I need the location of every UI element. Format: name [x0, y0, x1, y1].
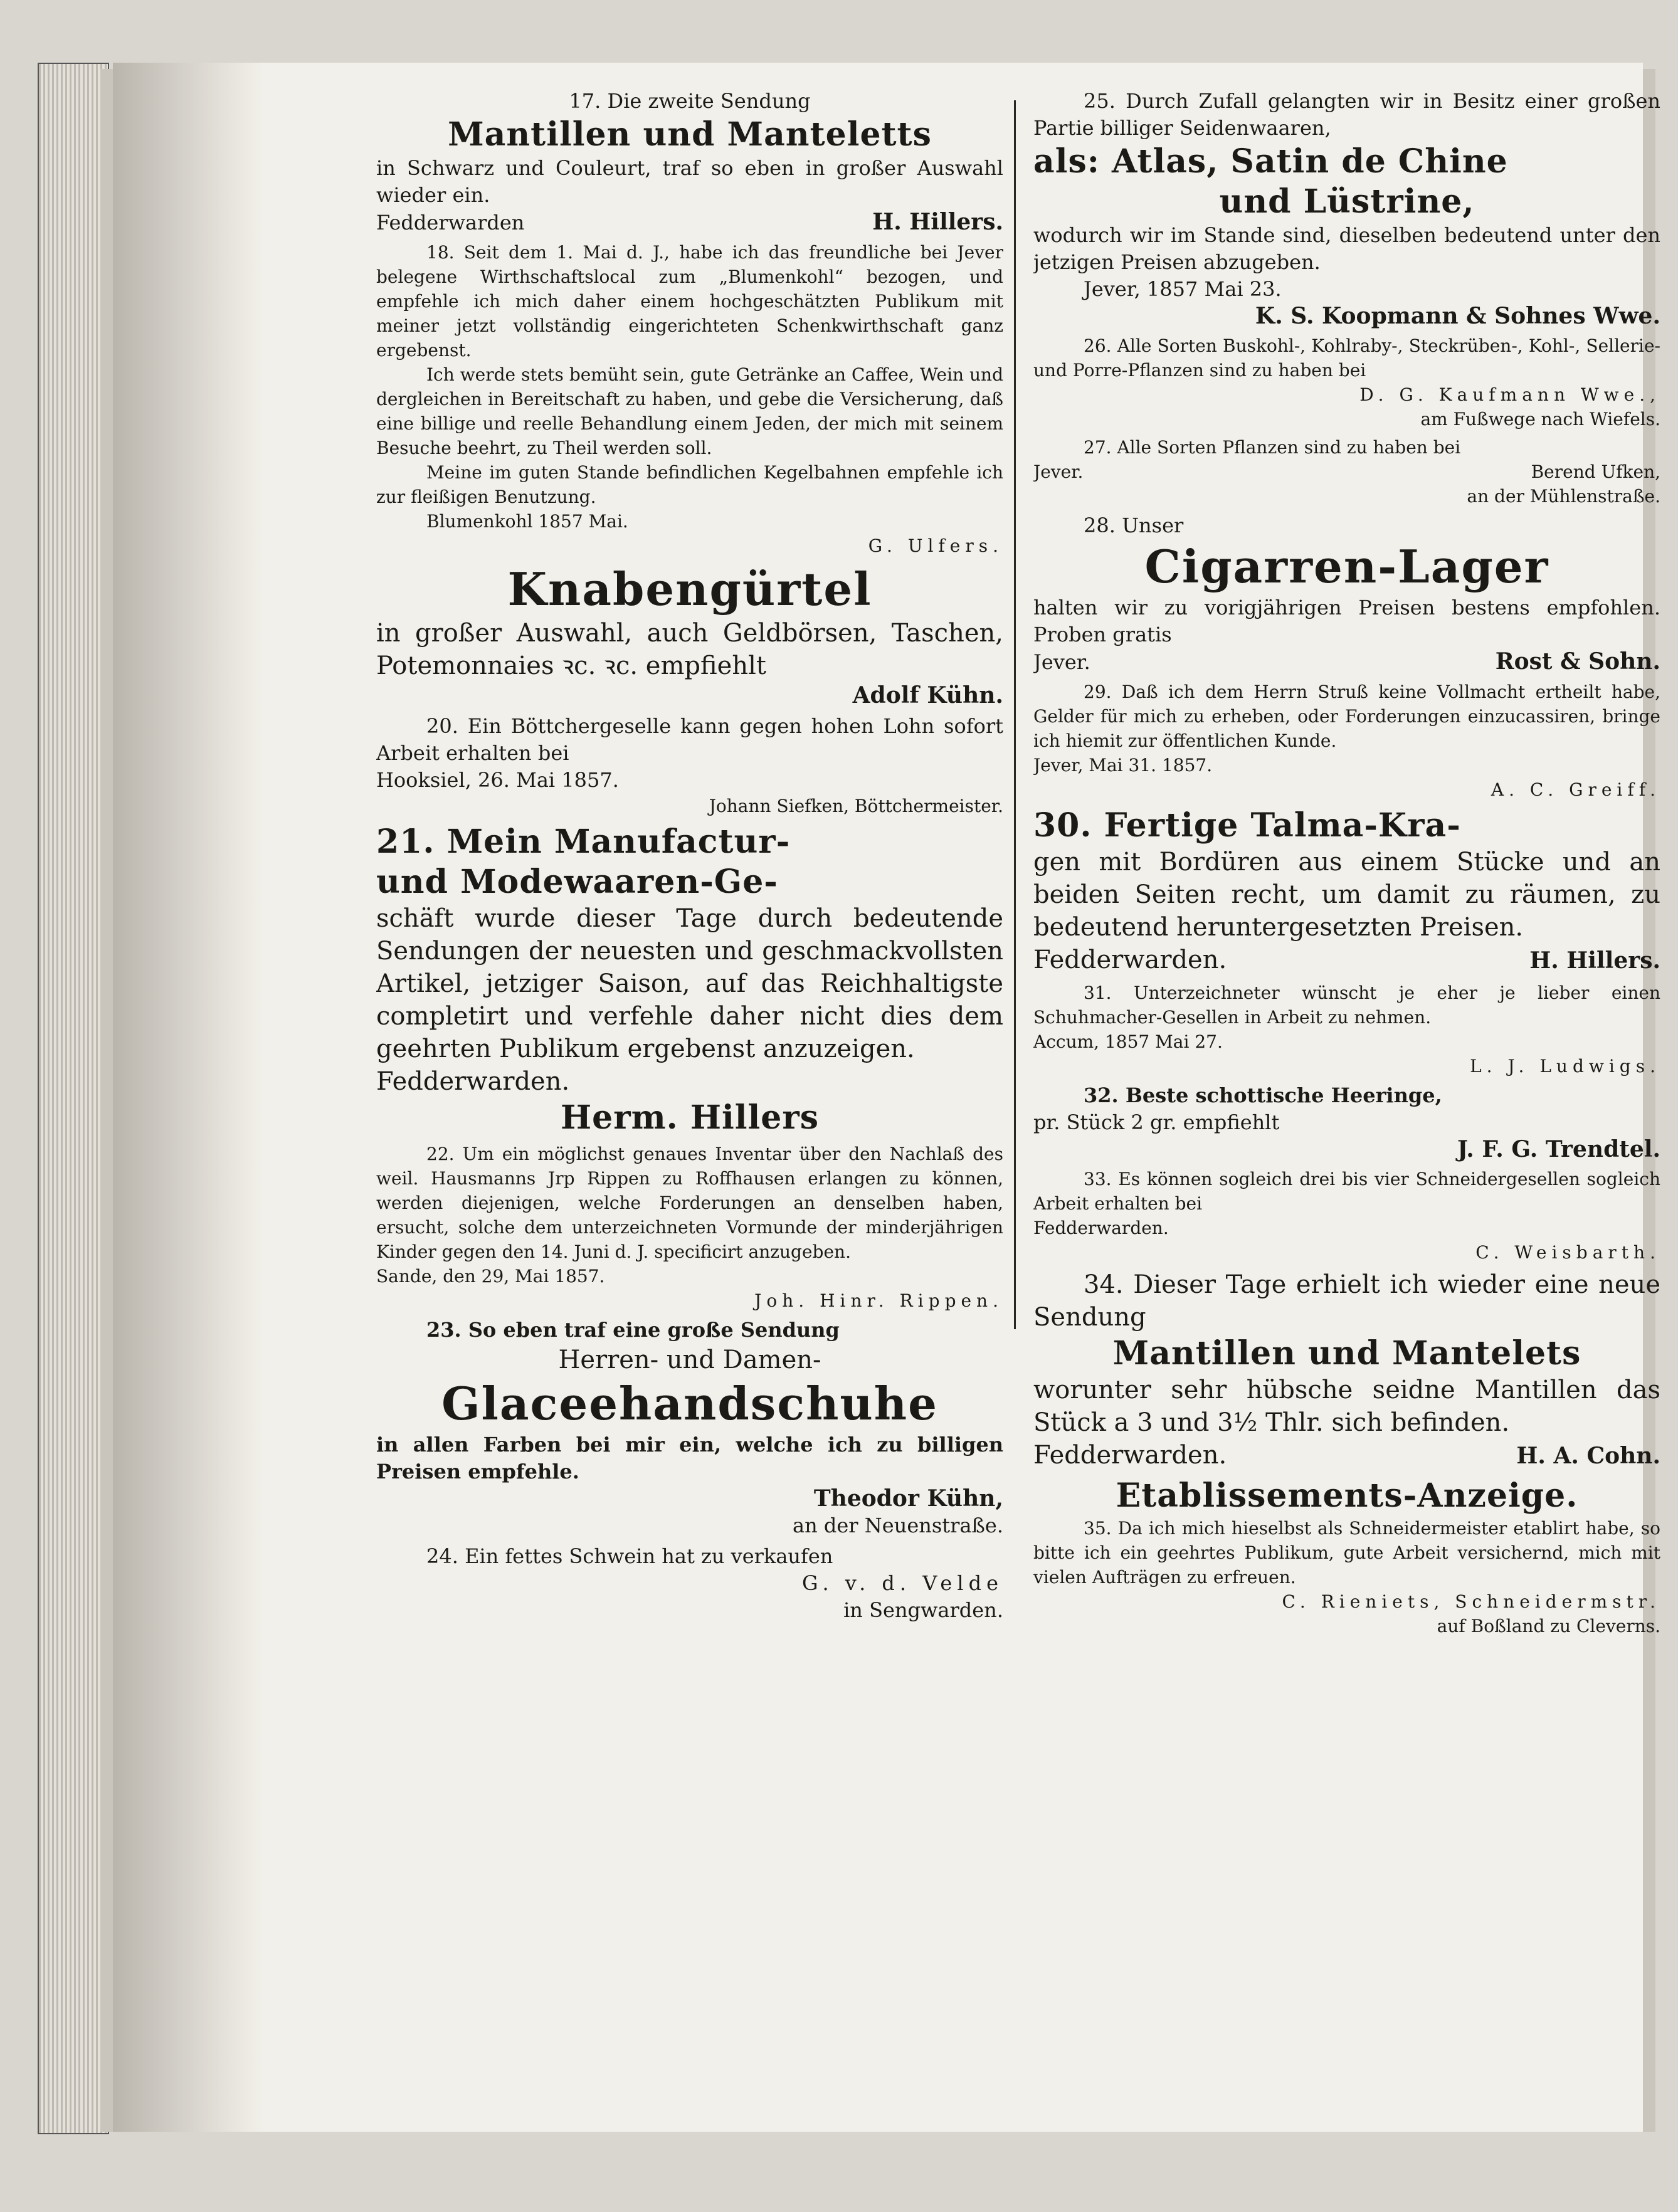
- ad-22-signature: Joh. Hinr. Rippen.: [754, 1290, 1003, 1311]
- ad-21-signature: Herm. Hillers: [561, 1098, 819, 1137]
- ad-21-place: Fedderwarden.: [376, 1067, 570, 1096]
- ad-21: [376, 822, 1003, 1138]
- ad-21-text: schäft wurde dieser Tage durch bedeutende Sendungen der neuesten und geschmackvollsten Artikel, jetziger Saison, auf das Reichhaltigste completirt und verfehle daher nicht dies dem geehrten Publikum ergebenst anzuzeigen.: [376, 904, 1003, 1063]
- ad-18-signature: G. Ulfers.: [868, 535, 1003, 556]
- ad-23: [376, 1317, 1003, 1539]
- ad-28-text: halten wir zu vorigjährigen Preisen bestens empfohlen. Proben gratis: [1033, 596, 1660, 646]
- ad-28-heading: Cigarren-Lager: [1144, 540, 1549, 593]
- ad-28-signature-row: [1033, 648, 1660, 676]
- ad-35: [1033, 1476, 1660, 1638]
- ad-17-text: in Schwarz und Couleurt, traf so eben in großer Auswahl wieder ein.: [376, 156, 1003, 207]
- ad-22-date: Sande, den 29, Mai 1857.: [376, 1266, 605, 1287]
- ad-23-heading: Glaceehandschuhe: [441, 1377, 938, 1430]
- ad-18-text-2: Ich werde stets bemüht sein, gute Getränke an Caffee, Wein und dergleichen in Bereitschaft zu haben, und gebe die Versicherung, daß eine billige und reelle Behandlung einem Jeden, der mich mit seinem Besuche beehrt, zu Theil werden soll.: [376, 364, 1003, 458]
- ad-25-signature: K. S. Koopmann & Sohnes Wwe.: [1255, 303, 1660, 329]
- ad-22: [376, 1142, 1003, 1313]
- ad-18: [376, 240, 1003, 558]
- ad-34-text-2: worunter sehr hübsche seidne Mantillen das Stück a 3 und 3½ Thlr. sich befinden.: [1033, 1376, 1660, 1437]
- ad-27-signature: Berend Ufken,: [1531, 461, 1660, 482]
- ad-18-text-1: 18. Seit dem 1. Mai d. J., habe ich das freundliche bei Jever belegene Wirthschaftslocal zum „Blumenkohl“ bezogen, und empfehle ich mich daher einem hochgeschätzten Publikum mit meiner jetzt vollständig eingerichteten Schenkwirthschaft ganz ergebenst.: [376, 242, 1003, 361]
- ad-31: [1033, 981, 1660, 1078]
- ad-30: [1033, 806, 1660, 977]
- ad-30-signature-row: [1033, 944, 1660, 977]
- ad-19-signature: Adolf Kühn.: [852, 682, 1003, 708]
- ad-25-text: 25. Durch Zufall gelangten wir in Besitz einer großen Partie billiger Seidenwaaren,: [1033, 89, 1660, 140]
- ad-17-signature: H. Hillers.: [872, 209, 1003, 235]
- ad-31-signature: L. J. Ludwigs.: [1470, 1056, 1660, 1077]
- ad-29-date: Jever, Mai 31. 1857.: [1033, 755, 1213, 776]
- ad-17-intro: 17. Die zweite Sendung: [569, 89, 811, 113]
- ad-27-text: 27. Alle Sorten Pflanzen sind zu haben bei: [1084, 437, 1461, 458]
- ad-26-text: 26. Alle Sorten Buskohl-, Kohlraby-, Steckrüben-, Kohl-, Sellerie- und Porre-Pflanzen sind zu haben bei: [1033, 335, 1660, 381]
- ad-34-text: 34. Dieser Tage erhielt ich wieder eine neue Sendung: [1033, 1270, 1660, 1332]
- ad-21-line-2: und Modewaaren-Ge-: [376, 863, 778, 901]
- ad-22-text: 22. Um ein möglichst genaues Inventar über den Nachlaß des weil. Hausmanns Jrp Rippen zu Roffhausen erlangen zu können, werden diejenigen, welche Forderungen an denselben haben, ersucht, solche dem unterzeichneten Vormunde der minderjährigen Kinder gegen den 14. Juni d. J. specificirt anzugeben.: [376, 1144, 1003, 1262]
- ad-27-signature-address: an der Mühlenstraße.: [1467, 486, 1660, 507]
- ad-30-text: gen mit Bordüren aus einem Stücke und an beiden Seiten recht, um damit zu räumen, zu bedeutend heruntergesetzten Preisen.: [1033, 848, 1660, 942]
- ad-26: [1033, 334, 1660, 431]
- ad-17: [376, 88, 1003, 236]
- ad-31-date: Accum, 1857 Mai 27.: [1033, 1031, 1223, 1052]
- ad-23-signature: Theodor Kühn,: [813, 1485, 1003, 1512]
- ad-28: [1033, 512, 1660, 676]
- ad-20: [376, 713, 1003, 818]
- ad-20-signature: Johann Siefken, Böttchermeister.: [709, 796, 1003, 816]
- ad-23-line-1: 23. So eben traf eine große Sendung: [426, 1318, 840, 1342]
- ad-34-signature-row: [1033, 1439, 1660, 1472]
- ad-26-signature: D. G. Kaufmann Wwe.,: [1359, 384, 1660, 405]
- ad-23-signature-address: an der Neuenstraße.: [793, 1514, 1003, 1537]
- ad-23-line-2: Herren- und Damen-: [558, 1346, 821, 1374]
- ad-32: [1033, 1082, 1660, 1163]
- ad-30-line-1: 30. Fertige Talma-Kra-: [1033, 806, 1461, 845]
- ad-27: [1033, 435, 1660, 508]
- ad-35-signature-address: auf Boßland zu Cleverns.: [1437, 1616, 1660, 1636]
- ad-19-heading: Knabengürtel: [507, 562, 872, 616]
- ad-33: [1033, 1167, 1660, 1265]
- ad-28-place: Jever.: [1033, 650, 1090, 674]
- ad-21-line-1: 21. Mein Manufactur-: [376, 823, 791, 861]
- ad-33-place: Fedderwarden.: [1033, 1218, 1169, 1238]
- ad-18-text-3: Meine im guten Stande befindlichen Kegelbahnen empfehle ich zur fleißigen Benutzung.: [376, 462, 1003, 507]
- ad-29-signature: A. C. Greiff.: [1491, 779, 1660, 800]
- ad-25-heading-2: und Lüstrine,: [1219, 182, 1475, 221]
- ad-33-text: 33. Es können sogleich drei bis vier Schneidergesellen sogleich Arbeit erhalten bei: [1033, 1169, 1660, 1214]
- left-column: [376, 88, 1003, 1969]
- ad-20-date: Hooksiel, 26. Mai 1857.: [376, 768, 619, 792]
- ad-31-text: 31. Unterzeichneter wünscht je eher je lieber einen Schuhmacher-Gesellen in Arbeit zu nehmen.: [1033, 982, 1660, 1028]
- ad-30-place: Fedderwarden.: [1033, 945, 1227, 974]
- ad-25-heading-1: als: Atlas, Satin de Chine: [1033, 142, 1508, 181]
- ad-35-heading: Etablissements-Anzeige.: [1116, 1477, 1578, 1515]
- ad-24-signature: G. v. d. Velde: [802, 1571, 1003, 1595]
- book-page-edges: [38, 63, 109, 2134]
- ad-17-heading: Mantillen und Manteletts: [448, 115, 932, 154]
- ad-25: [1033, 88, 1660, 330]
- right-column: [1033, 88, 1660, 1969]
- ad-34-signature: H. A. Cohn.: [1516, 1443, 1660, 1469]
- column-rule: [1014, 100, 1016, 1329]
- ad-35-signature: C. Rieniets, Schneidermstr.: [1282, 1591, 1660, 1612]
- ad-26-signature-address: am Fußwege nach Wiefels.: [1420, 409, 1660, 429]
- ad-28-signature: Rost & Sohn.: [1495, 648, 1660, 675]
- ad-23-text: in allen Farben bei mir ein, welche ich zu billigen Preisen empfehle.: [376, 1433, 1003, 1483]
- ad-27-place: Jever.: [1033, 461, 1084, 482]
- ad-19: [376, 562, 1003, 709]
- ad-18-date: Blumenkohl 1857 Mai.: [426, 511, 628, 532]
- ad-24: [376, 1543, 1003, 1624]
- ad-19-text: in großer Auswahl, auch Geldbörsen, Taschen, Potemonnaies ꝛc. ꝛc. empfiehlt: [376, 619, 1003, 680]
- ad-24-text: 24. Ein fettes Schwein hat zu verkaufen: [426, 1544, 833, 1568]
- page-gutter: [113, 63, 263, 2132]
- ad-29: [1033, 680, 1660, 802]
- ad-28-line-1: 28. Unser: [1084, 514, 1184, 537]
- ad-35-text: 35. Da ich mich hieselbst als Schneidermeister etablirt habe, so bitte ich ein geehrtes Publikum, gute Arbeit versichernd, mich mit vielen Aufträgen zu erfreuen.: [1033, 1518, 1660, 1588]
- ad-27-signature-row: [1033, 460, 1660, 484]
- ad-34-place: Fedderwarden.: [1033, 1441, 1227, 1470]
- ad-32-text: 32. Beste schottische Heeringe,: [1084, 1083, 1442, 1107]
- ad-34: [1033, 1268, 1660, 1472]
- ad-25-text-2: wodurch wir im Stande sind, dieselben bedeutend unter den jetzigen Preisen abzugeben.: [1033, 223, 1660, 274]
- ad-20-text: 20. Ein Böttchergeselle kann gegen hohen Lohn sofort Arbeit erhalten bei: [376, 714, 1003, 765]
- ad-17-signature-row: [376, 209, 1003, 236]
- ad-29-text: 29. Daß ich dem Herrn Struß keine Vollmacht ertheilt habe, Gelder für mich zu erheben, oder Forderungen einzucassiren, bringe ich hiemit zur öffentlichen Kunde.: [1033, 682, 1660, 751]
- ad-32-signature: J. F. G. Trendtel.: [1457, 1136, 1660, 1162]
- ad-25-date: Jever, 1857 Mai 23.: [1084, 277, 1282, 301]
- ad-24-signature-address: in Sengwarden.: [843, 1598, 1003, 1622]
- ad-30-signature: H. Hillers.: [1529, 947, 1660, 974]
- ad-32-text-2: pr. Stück 2 gr. empfiehlt: [1033, 1110, 1280, 1134]
- ad-17-place: Fedderwarden: [376, 211, 525, 234]
- ad-33-signature: C. Weisbarth.: [1475, 1242, 1660, 1263]
- ad-34-heading: Mantillen und Mantelets: [1112, 1334, 1581, 1372]
